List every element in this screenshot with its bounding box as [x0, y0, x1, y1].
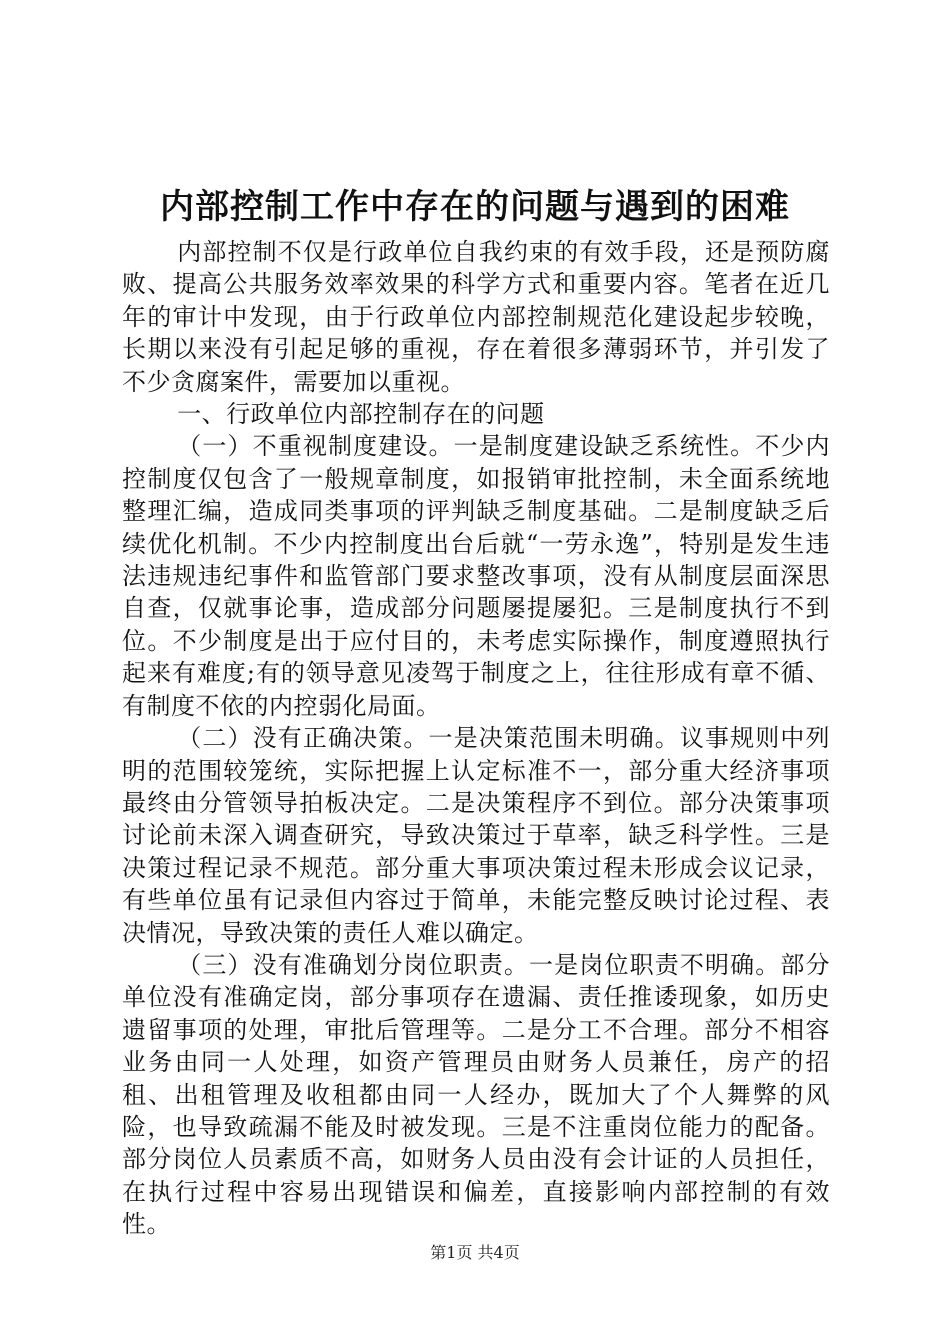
page-footer: 第1页 共4页 — [430, 1243, 520, 1262]
section-paragraph-2: （二）没有正确决策。一是决策范围未明确。议事规则中列明的范围较笼统，实际把握上认定标准不一，部分重大经济事项最终由分管领导拍板决定。二是决策程序不到位。部分决策事项讨论前未深入调查研究，导致决策过于草率，缺乏科学性。三是决策过程记录不规范。部分重大事项决策过程未形成会议记录，有些单位虽有记录但内容过于简单，未能完整反映讨论过程、表决情况，导致决策的责任人难以确定。 — [122, 724, 830, 947]
page-title: 内部控制工作中存在的问题与遇到的困难 — [160, 187, 790, 227]
intro-paragraph: 内部控制不仅是行政单位自我约束的有效手段，还是预防腐败、提高公共服务效率效果的科学方式和重要内容。笔者在近几年的审计中发现，由于行政单位内部控制规范化建设起步较晚，长期以来没有引起足够的重视，存在着很多薄弱环节，并引发了不少贪腐案件，需要加以重视。 — [122, 238, 830, 396]
section-heading: 一、行政单位内部控制存在的问题 — [177, 400, 545, 429]
section-paragraph-1: （一）不重视制度建设。一是制度建设缺乏系统性。不少内控制度仅包含了一般规章制度，如报销审批控制，未全面系统地整理汇编，造成同类事项的评判缺乏制度基础。二是制度缺乏后续优化机制。不少内控制度出台后就“一劳永逸”，特别是发生违法违规违纪事件和监管部门要求整改事项，没有从制度层面深思自查，仅就事论事，造成部分问题屡提屡犯。三是制度执行不到位。不少制度是出于应付目的，未考虑实际操作，制度遵照执行起来有难度;有的领导意见凌驾于制度之上，往往形成有章不循、有制度不依的内控弱化局面。 — [122, 432, 830, 720]
document-body — [122, 236, 830, 1241]
section-paragraph-3: （三）没有准确划分岗位职责。一是岗位职责不明确。部分单位没有准确定岗，部分事项存在遗漏、责任推诿现象，如历史遗留事项的处理，审批后管理等。二是分工不合理。部分不相容业务由同一人处理，如资产管理员由财务人员兼任，房产的招租、出租管理及收租都由同一人经办，既加大了个人舞弊的风险，也导致疏漏不能及时被发现。三是不注重岗位能力的配备。部分岗位人员素质不高，如财务人员由没有会计证的人员担任，在执行过程中容易出现错误和偏差，直接影响内部控制的有效性。 — [122, 950, 830, 1239]
